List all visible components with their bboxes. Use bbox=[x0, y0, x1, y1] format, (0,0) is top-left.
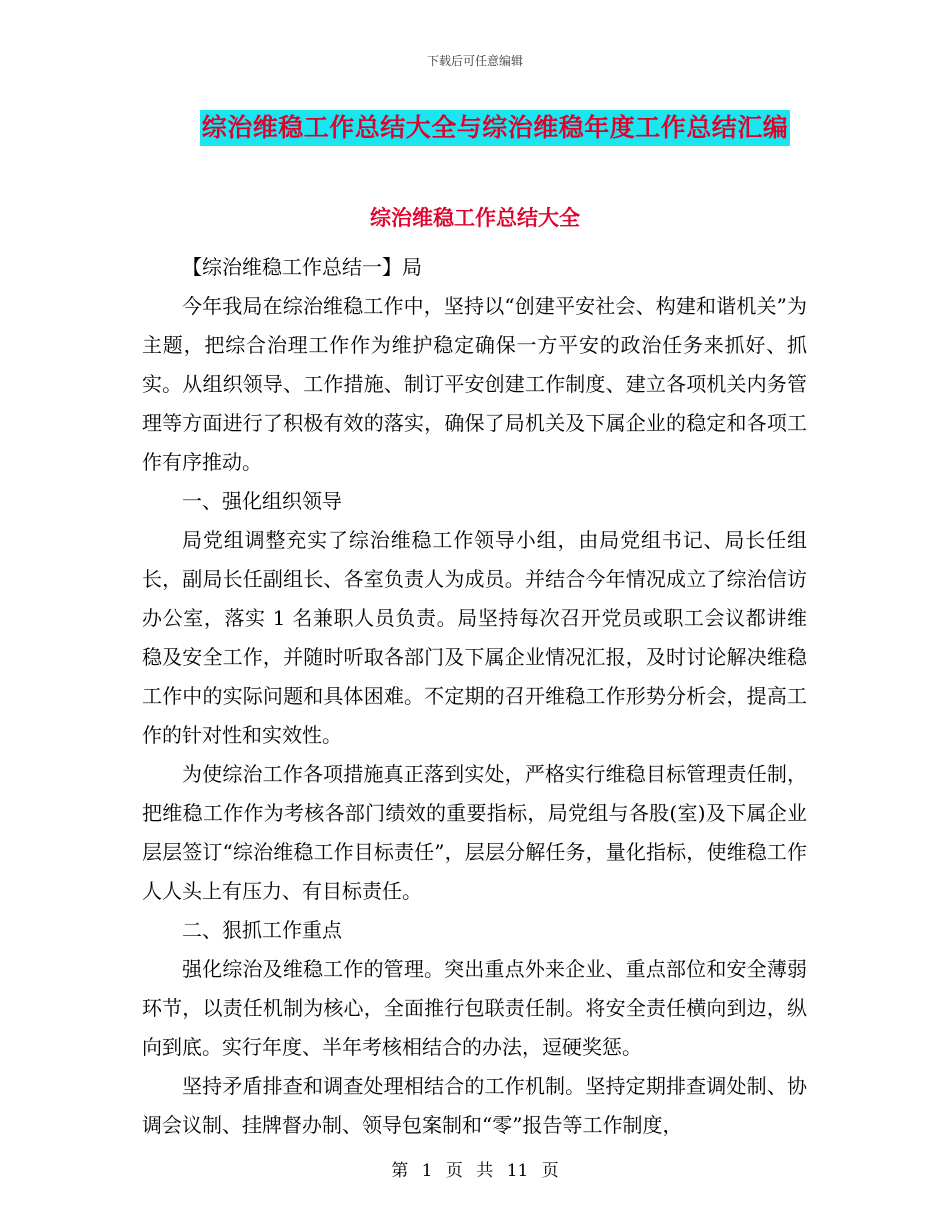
section-title: 综治维稳工作总结大全 bbox=[370, 206, 580, 230]
paragraph: 局党组调整充实了综治维稳工作领导小组，由局党组书记、局长任组长，副局长任副组长、各室负责人为成员。并结合今年情况成立了综治信访办公室，落实 1 名兼职人员负责。局坚持每次召开党员或职工会议都讲维稳及安全工作，并随时听取各部门及下属企业情况汇报，及时讨论解决维稳工作中的实际问题和具体困难。不定期的召开维稳工作形势分析会，提高工作的针对性和实效性。 bbox=[142, 528, 807, 747]
main-title: 综治维稳工作总结大全与综治维稳年度工作总结汇编 bbox=[200, 110, 791, 146]
main-title-wrap bbox=[0, 110, 950, 146]
document-body bbox=[142, 248, 807, 1145]
section-heading: 二、狠抓工作重点 bbox=[182, 918, 342, 942]
page-number: 第 1 页 共 11 页 bbox=[391, 1161, 559, 1181]
paragraph: 今年我局在综治维稳工作中，坚持以“创建平安社会、构建和谐机关”为主题，把综合治理工作作为维护稳定确保一方平安的政治任务来抓好、抓实。从组织领导、工作措施、制订平安创建工作制度、建立各项机关内务管理等方面进行了积极有效的落实，确保了局机关及下属企业的稳定和各项工作有序推动。 bbox=[142, 294, 807, 474]
paragraph: 【综治维稳工作总结一】局 bbox=[182, 255, 422, 279]
paragraph: 强化综治及维稳工作的管理。突出重点外来企业、重点部位和安全薄弱环节，以责任机制为核心，全面推行包联责任制。将安全责任横向到边，纵向到底。实行年度、半年考核相结合的办法，逗硬奖惩。 bbox=[142, 957, 807, 1059]
paragraph: 坚持矛盾排查和调查处理相结合的工作机制。坚持定期排查调处制、协调会议制、挂牌督办制、领导包案制和“零”报告等工作制度， bbox=[142, 1074, 807, 1137]
header-note: 下载后可任意编辑 bbox=[426, 54, 523, 68]
paragraph: 为使综治工作各项措施真正落到实处，严格实行维稳目标管理责任制，把维稳工作作为考核各部门绩效的重要指标，局党组与各股(室)及下属企业层层签订“综治维稳工作目标责任”，层层分解任务，量化指标，使维稳工作人人头上有压力、有目标责任。 bbox=[142, 762, 807, 903]
section-heading: 一、强化组织领导 bbox=[182, 489, 342, 513]
